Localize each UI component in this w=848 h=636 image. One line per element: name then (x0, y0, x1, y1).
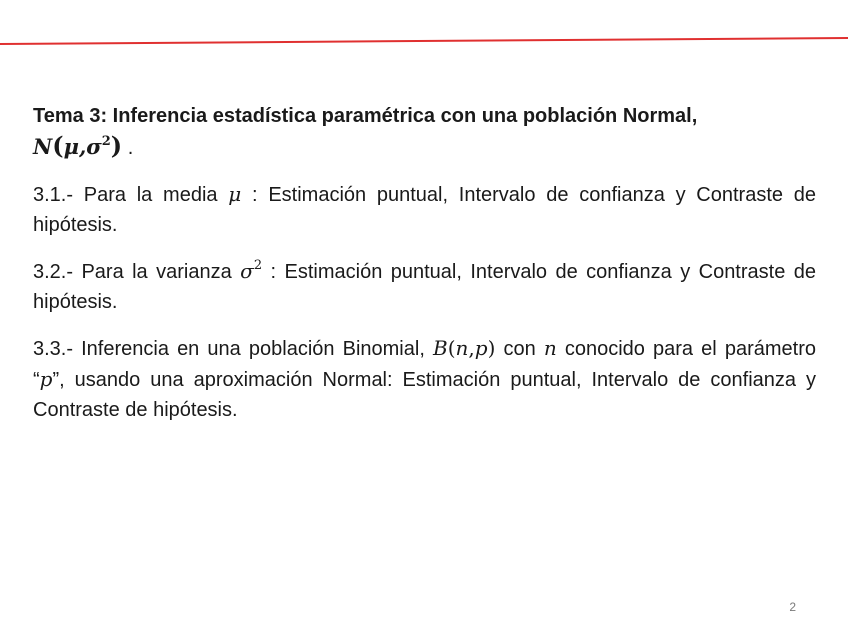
item-3-1-prefix: 3.1.- Para la media (33, 184, 218, 206)
item-3-3-p-symbol: p (39, 367, 53, 391)
item-3-1-symbol-mu: μ (228, 182, 242, 206)
item-3-3 (33, 333, 816, 425)
item-3-2-exponent: 2 (253, 258, 263, 273)
page-number: 2 (789, 600, 796, 614)
item-3-3-mid: conocido para el parámetro “ (33, 338, 816, 391)
formula-mu: μ (63, 134, 79, 159)
item-3-2-prefix: 3.2.- Para la varianza (33, 261, 232, 283)
item-3-3-con: con (503, 338, 536, 360)
item-3-3-prefix: 3.3.- Inferencia en una población Binomial, (33, 338, 425, 360)
title-formula (33, 131, 123, 160)
item-3-3-suffix: ”, usando una aproximación Normal: Estimación puntual, Intervalo de confianza y Contraste de hipótesis. (33, 369, 816, 421)
formula-exponent: 2 (101, 134, 111, 149)
item-3-1 (33, 179, 816, 240)
formula-open-paren: ( (52, 131, 64, 160)
formula-n: N (33, 134, 53, 159)
binomial-b: B (433, 336, 448, 360)
binomial-p: p (474, 336, 488, 360)
slide-content (33, 101, 816, 425)
title-text: Tema 3: Inferencia estadística paramétrica con una población Normal, (33, 105, 698, 127)
item-3-3-n-symbol: n (543, 336, 557, 360)
top-red-rule (0, 37, 848, 46)
title-trailing-period: . (127, 137, 134, 159)
binomial-open-paren: ( (447, 336, 456, 360)
item-3-2-sigma: σ (240, 259, 254, 283)
formula-close-paren: ) (110, 131, 123, 160)
item-3-2-symbol-sigma (240, 259, 262, 283)
item-3-2 (33, 256, 816, 317)
formula-sigma: σ (86, 134, 102, 159)
item-3-1-suffix: : Estimación puntual, Intervalo de confianza y Contraste de hipótesis. (33, 184, 817, 236)
binomial-n: n (455, 336, 469, 360)
slide-title (33, 101, 816, 163)
binomial-close-paren: ) (487, 336, 496, 360)
item-3-3-binomial-formula (433, 336, 495, 360)
binomial-comma: , (468, 336, 475, 360)
item-3-2-suffix: : Estimación puntual, Intervalo de confianza y Contraste de hipótesis. (33, 261, 817, 313)
formula-comma: , (78, 134, 87, 159)
